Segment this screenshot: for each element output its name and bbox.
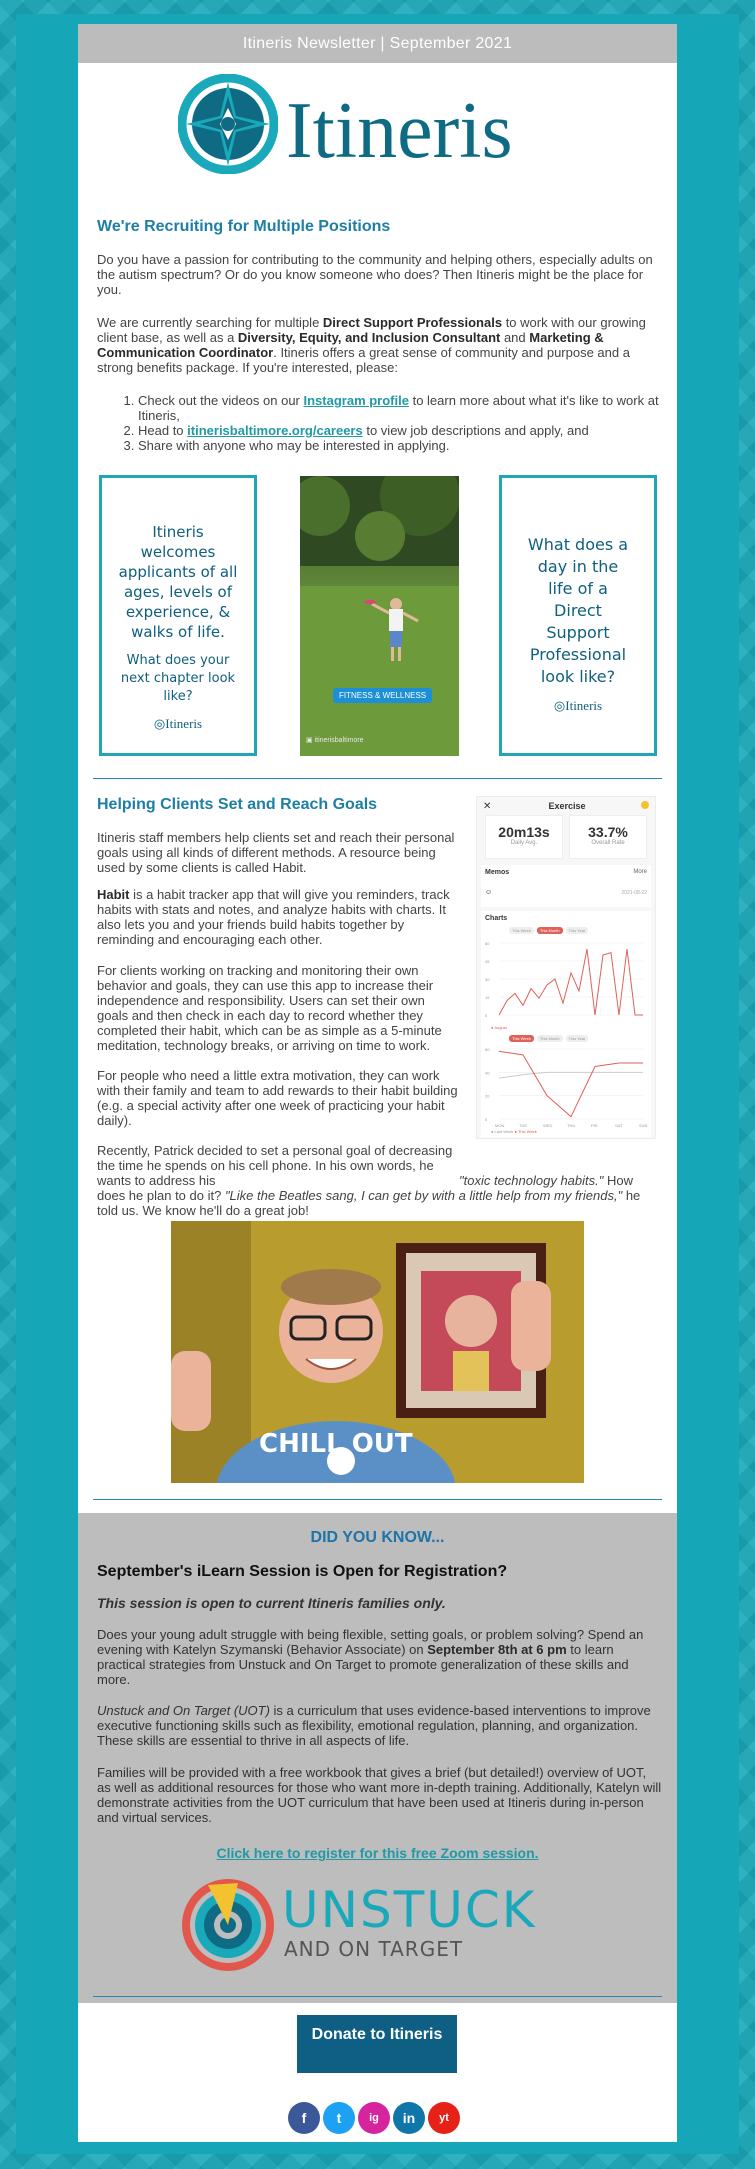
chart-tabs-1 [509, 927, 588, 934]
promo-welcome-text: Itineris welcomes applicants of all ages, levels of experience, & walks of life. [118, 523, 238, 641]
promo-card-welcome [99, 475, 257, 756]
itineris-logo [178, 74, 573, 180]
charts-panel: Charts This Week This Month This Year 0 15 30 45 60 ● August This Week This Month This Year 0 20 40 60 MON TUE WED THU FRI SAT SUN ● Last Week ● This Week [481, 911, 651, 1137]
apply-steps-list [118, 393, 663, 453]
promo-dsp-text: What does a day in the life of a Direct Support Professional look like? [527, 535, 629, 686]
x-tick-label: FRI [591, 1123, 598, 1128]
stat-daily-avg: 20m13s Daily Avg. [485, 815, 563, 859]
star-icon [641, 801, 649, 809]
series-line-this-week [499, 1051, 643, 1116]
photo-handle: ▣ itinerisbaltimore [306, 737, 364, 744]
unstuck-wordmark: UNSTUCK [282, 1881, 537, 1939]
habit-app-screenshot [476, 796, 656, 1139]
chart2-legend: ● Last Week ● This Week [491, 1129, 537, 1134]
goals-heading: Helping Clients Set and Reach Goals [97, 796, 378, 813]
youtube-icon[interactable]: yt [428, 2102, 460, 2134]
target-logo-icon [178, 1875, 278, 1975]
dyk-paragraph-1: Does your young adult struggle with being flexible, setting goals, or problem solving? Spend an evening with Katelyn Szymanski (Behavior Associate) on September 8th at 6 pm to learn practical strategies from Unstuck and On Target to promote generalization of these skills and more. [97, 1627, 644, 1687]
newsletter-header: Itineris Newsletter | September 2021 [78, 24, 677, 63]
y-tick-label: 45 [485, 959, 490, 964]
y-tick-label: 20 [485, 1093, 490, 1099]
dyk-paragraph-2: Unstuck and On Target (UOT) is a curriculum that uses evidence-based interventions to improve executive functioning skills such as flexibility, emotional regulation, planning, and organization. These skills are essential to thrive in all aspects of life. [97, 1703, 651, 1748]
list-item: 1. Check out the videos on our Instagram profile to learn more about what it's like to work at Itineris, [138, 393, 663, 423]
dyk-heading: DID YOU KNOW... [310, 1529, 445, 1546]
y-tick-label: 60 [485, 1047, 490, 1052]
close-icon: ✕ [483, 801, 492, 812]
tab-this-month[interactable]: This Month [537, 1035, 563, 1042]
recruiting-paragraph-1: Do you have a passion for contributing to the community and helping others, especially adults on the autism spectrum? Or do you know someone who does? Then Itineris might be the place for you. [97, 252, 653, 297]
tab-this-year[interactable]: This Year [566, 927, 589, 934]
app-title: Exercise [548, 801, 586, 811]
chart1-legend: ● August [491, 1025, 507, 1030]
promo-welcome-question: What does your next chapter look like? [120, 653, 236, 704]
x-tick-label: THU [567, 1123, 576, 1128]
list-item: 2. Head to itinerisbaltimore.org/careers to view job descriptions and apply, and [138, 423, 663, 438]
compass-logo-icon [178, 74, 278, 174]
x-tick-label: SAT [615, 1123, 623, 1128]
donate-button[interactable]: Donate to Itineris [297, 2015, 457, 2073]
tab-this-month[interactable]: This Month [537, 927, 563, 934]
on-target-wordmark: AND ON TARGET [284, 1937, 464, 1961]
tab-this-year[interactable]: This Year [566, 1035, 589, 1042]
promo-card-dsp [499, 475, 657, 756]
goals-paragraph-4: For people who need a little extra motivation, they can work with their family and team to add rewards to their habit building (e.g. a special activity after one week of practicing your habit daily). [97, 1068, 458, 1128]
weekly-chart [481, 1043, 651, 1129]
y-tick-label: 30 [485, 977, 490, 982]
y-tick-label: 0 [485, 1013, 488, 1018]
emoji-icon: ☺ [485, 889, 493, 896]
twitter-icon[interactable]: t [323, 2102, 355, 2134]
recruiting-heading: We're Recruiting for Multiple Positions [97, 218, 391, 235]
tab-this-week[interactable]: This Week [509, 1035, 534, 1042]
fitness-badge: FITNESS & WELLNESS [333, 688, 432, 703]
x-tick-label: SUN [639, 1123, 648, 1128]
goals-paragraph-1: Itineris staff members help clients set and reach their personal goals using all kinds of different methods. A resource being used by some clients is called Habit. [97, 830, 455, 875]
series-line-last-week [499, 1072, 643, 1078]
series-line-august [499, 949, 643, 1015]
monthly-chart [481, 935, 651, 1023]
section-divider [93, 1499, 662, 1500]
memos-panel: Memos More ☺ 2021-08-22 [481, 865, 651, 907]
logo-wordmark: Itineris [286, 87, 513, 175]
newsletter-card [78, 24, 677, 2142]
goals-paragraph-3: For clients working on tracking and monitoring their own behavior and goals, they can use this app to increase their independence and responsibility. Users can set their own goals and then check in each day to record whether they completed their habit, which can be as simple as a 5-minute meditation, technology breaks, or arriving on time to work. [97, 963, 442, 1053]
y-tick-label: 0 [485, 1117, 488, 1122]
x-tick-label: TUE [519, 1123, 527, 1128]
register-zoom-link[interactable]: Click here to register for this free Zoom session. [216, 1845, 539, 1861]
did-you-know-section [78, 1513, 677, 2003]
section-divider [93, 1996, 662, 1997]
facebook-icon[interactable]: f [288, 2102, 320, 2134]
fitness-photo[interactable] [300, 476, 459, 756]
instagram-icon[interactable]: ig [358, 2102, 390, 2134]
linkedin-icon[interactable]: in [393, 2102, 425, 2134]
promo-brand: ◎Itineris [153, 716, 203, 731]
dyk-subheading: September's iLearn Session is Open for Registration? [97, 1563, 508, 1580]
unstuck-logo [178, 1875, 578, 1975]
x-tick-label: WED [543, 1123, 553, 1128]
shirt-print: CHILL OUT [259, 1429, 413, 1459]
careers-link[interactable]: itinerisbaltimore.org/careers [187, 423, 363, 438]
y-tick-label: 60 [485, 941, 490, 946]
register-link-wrap [78, 1845, 677, 1861]
social-links [288, 2102, 460, 2134]
list-item: 3. Share with anyone who may be interested in applying. [138, 438, 663, 453]
recruiting-paragraph-2: We are currently searching for multiple Direct Support Professionals to work with our growing client base, as well as a Diversity, Equity, and Inclusion Consultant and Marketing & Communication Coordinator. Itineris offers a great sense of community and purpose and a strong benefits package. If you're interested, please: [97, 315, 646, 375]
dyk-paragraph-3: Families will be provided with a free workbook that gives a brief (but detailed!) overview of UOT, as well as additional resources for those who want more in-depth training. Additionally, Katelyn will demonstrate activities from the UOT curriculum that have been used at Itineris during in-person and virtual services. [97, 1765, 662, 1825]
stat-overall-rate: 33.7% Overall Rate [569, 815, 647, 859]
dyk-note: This session is open to current Itineris families only. [97, 1595, 446, 1611]
fitness-scene [300, 476, 459, 756]
section-divider [93, 778, 662, 779]
y-tick-label: 40 [485, 1070, 490, 1076]
patrick-photo[interactable] [171, 1221, 584, 1483]
instagram-profile-link[interactable]: Instagram profile [303, 393, 409, 408]
goals-paragraph-2: Habit is a habit tracker app that will give you reminders, track habits with stats and notes, and analyze habits with charts. It also lets you and your friends build habits together by reminding and encouraging each other. [97, 887, 450, 947]
tab-this-week[interactable]: This Week [509, 927, 534, 934]
goals-paragraph-5: Recently, Patrick decided to set a personal goal of decreasing the time he spends on his cell phone. In his own words, he wants to address his "toxic technology habits." How does he plan to do it? "Like the Beatles sang, I can get by with a little help from my friends," he told us. We know he'll do a great job! [97, 1143, 641, 1218]
promo-brand: ◎Itineris [553, 698, 603, 713]
y-tick-label: 15 [485, 995, 490, 1000]
x-tick-label: MON [495, 1123, 505, 1128]
chart-tabs-2 [509, 1035, 588, 1042]
